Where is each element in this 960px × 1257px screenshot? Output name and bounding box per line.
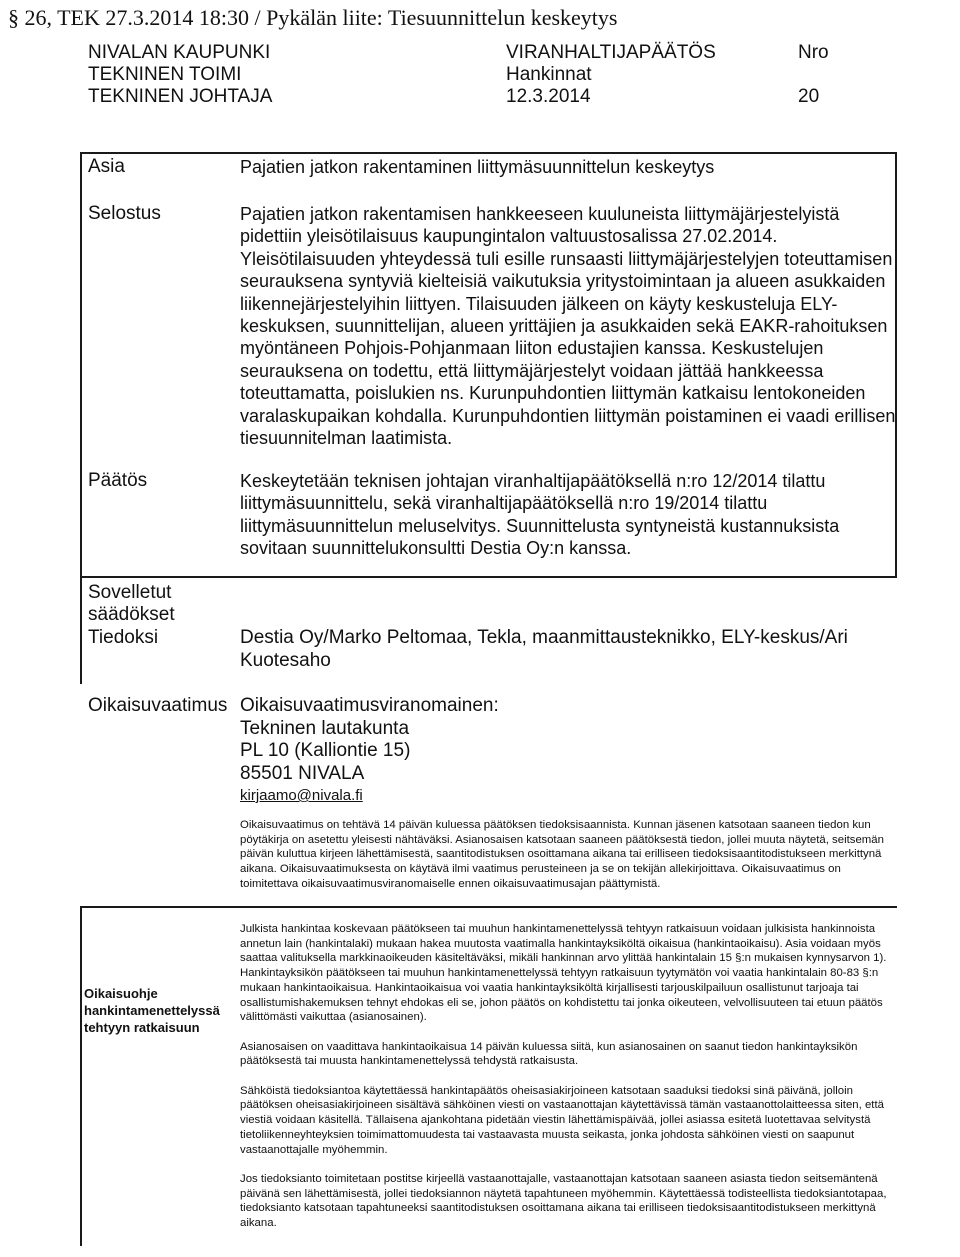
- oikaisuohje-label: Oikaisuohje hankintamenettelyssä tehtyyn ratkaisuun: [84, 986, 220, 1035]
- authority-line: Oikaisuvaatimusviranomainen:: [240, 695, 499, 716]
- authority-line: Tekninen lautakunta: [240, 717, 410, 739]
- org-line: TEKNINEN TOIMI: [88, 64, 242, 85]
- oikaisuohje-paragraph: Asianosaisen on vaadittava hankintaoikaisua 14 päivän kuluessa siitä, kun asianosainen on saanut tiedon hankintayksikön päätöksestä tai muusta hankintamenettelyssä tehdystä ratkaisusta.: [240, 1040, 858, 1068]
- oikaisuohje-paragraph: Julkista hankintaa koskevaan päätökseen tai muuhun hankintamenettelyssä tehtyyn ratkaisuun voidaan julkisista hankinnoista annetun lain (hankintalaki) mukaan hakea muutosta vaatimalla hankintayksiköltä oikaisua (hankintaoikaisu). Asia voidaan myös saattaa valituksella markkinaoikeuden käsiteltäväksi, mikäli hankinnan arvo ylittää hankintalain 15 §:n mukaisen kynnysarvon 1). Hankintayksikön päätökseen tai muuhun hankintamenettelyssä tehtyyn ratkaisuun tyytymätön voi vaatia hankintalain 80-83 §:n mukaan hankintaoikaisua. Hankintaoikaisua voi vaatia hankintayksiköltä kirjallisesti tarjouskilpailuun osallistunut tarjoaja tai osallistumishakemuksen tehnyt ehdokas eli se, johon päätös on kohdistettu tai jonka oikeuteen, velvollisuuteen tai etuun päätös välittömästi vaikuttaa (asianosainen).: [240, 923, 887, 1024]
- nro-value: 20: [798, 86, 820, 107]
- asia-label: Asia: [88, 156, 125, 177]
- asia-text: Pajatien jatkon rakentaminen liittymäsuunnittelun keskeytys: [240, 157, 715, 177]
- authority-line: PL 10 (Kalliontie 15): [240, 740, 411, 761]
- tiedoksi-text: Destia Oy/Marko Peltomaa, Tekla, maanmittausteknikko, ELY-keskus/Ari Kuotesaho: [240, 627, 848, 671]
- oikaisuohje-text: [240, 922, 900, 1231]
- oikaisuvaatimus-address: [240, 695, 900, 808]
- selostus-text: Pajatien jatkon rakentamisen hankkeeseen kuuluneista liittymäjärjestelyistä pidettiin yleisötilaisuus kaupungintalon valtuustosalissa 27.02.2014. Yleisötilaisuuden yhteydessä tuli esille runsaasti liittymäjärjestelyjen toteuttamisen seurauksena syntyviä kielteisiä vaikutuksia yritystoimintaan ja alueen asukkaiden liikennejärjestelyihin liittyen. Tilaisuuden jälkeen on käyty keskusteluja ELY-keskuksen, suunnittelijan, alueen yrittäjien ja asukkaiden sekä EAKR-rahoituksen myöntäneen Pohjois-Pohjanmaan liiton edustajien kanssa. Keskustelujen seurauksena on todettu, että liittymäjärjestelyt voidaan jättää hankkeessa toteuttamatta, poislukien ns. Kurunpuhdontien liittymän katkaisu lentokoneiden varalaskupaikan kohdalla. Kurunpuhdontien liittymän poistaminen ei vaadi erillisen tiesuunnitelman laatimista.: [240, 204, 896, 449]
- oikaisuohje-paragraph: Jos tiedoksianto toimitetaan postitse kirjeellä vastaanottajalle, vastaanottajan katsotaan saaneen asiasta tiedon seitsemäntenä päivänä sen lähettämisestä, jollei tiedoksiannon näytetä tapahtuneen myöhemmin. Käytettäessä todisteellista tiedoksiantotapaa, tiedoksianto katsotaan tapahtuneeksi saantitodistuksen osoittamana aikana tai erilliseen tiedoksisaantitodistukseen merkittynä aikana.: [240, 1172, 887, 1230]
- oikaisuvaatimus-instructions: Oikaisuvaatimus on tehtävä 14 päivän kuluessa päätöksen tiedoksisaannista. Kunnan jäsenen katsotaan saaneen tiedon kun pöytäkirja on asetettu yleisesti nähtäväksi. Asianosaisen katsotaan saaneen päätöksestä tiedon, jollei muuta näytetä, seitsemän päivän kuluttua kirjeen lähettämisestä, saantitodistuksen osoittamana aikana tai erilliseen tiedoksisaantitodistukseen merkittynä aikana. Oikaisuvaatimuksesta on käytävä ilmi vaatimus perusteineen ja se on tekijän allekirjoittava. Oikaisuvaatimus on toimitettava oikaisuvaatimusviranomaiselle ennen oikaisuvaatimusajan päättymistä.: [240, 819, 884, 890]
- instructions-divider: [80, 906, 897, 908]
- doc-type: VIRANHALTIJAPÄÄTÖS: [506, 42, 716, 63]
- selostus-label: Selostus: [88, 203, 161, 224]
- paatos-label: Päätös: [88, 470, 148, 491]
- organization-block: [88, 42, 272, 108]
- oikaisuvaatimus-label: Oikaisuvaatimus: [88, 695, 228, 716]
- email-link[interactable]: kirjaamo@nivala.fi: [240, 787, 363, 804]
- top-frame-rule: [80, 152, 897, 154]
- org-line: NIVALAN KAUPUNKI: [88, 42, 271, 63]
- doc-date: 12.3.2014: [506, 86, 591, 107]
- tiedoksi-label: Tiedoksi: [88, 627, 159, 648]
- left-frame-rule: [80, 152, 82, 684]
- document-type-block: [506, 42, 716, 108]
- nro-label: Nro: [798, 42, 829, 63]
- oikaisuohje-paragraph: Sähköistä tiedoksiantoa käytettäessä hankintapäätös oheisasiakirjoineen katsotaan saaduksi tiedoksi sinä päivänä, jolloin päätöksen oheisasiakirjoineen sisältävä sähköinen viesti on vastaanottajan käytettävissä tämän vastaanottolaitteessa siten, että viestiä voidaan käsitellä. Tällaisena ajankohtana pidetään viestin lähettämispäivää, jollei asiassa esitetä luotettavaa selvitystä tietoliikenneyhteyksien toimimattomuudesta tai vastaavasta muusta seikasta, jonka johdosta sähköinen viesti on saapunut vastaanottajalle myöhemmin.: [240, 1084, 884, 1156]
- authority-line: 85501 NIVALA: [240, 762, 365, 784]
- number-block: [798, 42, 829, 108]
- doc-category: Hankinnat: [506, 64, 592, 85]
- bottom-left-rule: [80, 906, 82, 1246]
- org-line: TEKNINEN JOHTAJA: [88, 86, 273, 107]
- sovelletut-label: Sovelletut säädökset: [88, 582, 175, 625]
- top-line: § 26, TEK 27.3.2014 18:30 / Pykälän liite: Tiesuunnittelun keskeytys: [8, 5, 618, 30]
- paatos-text: Keskeytetään teknisen johtajan viranhaltijapäätöksellä n:ro 12/2014 tilattu liittymäsuunnittelu, sekä viranhaltijapäätöksellä n:ro 19/2014 tilattu liittymäsuunnittelun meluselvitys. Suunnittelusta syntyneistä kustannuksista sovitaan suunnittelukonsultti Destia Oy:n kanssa.: [240, 471, 840, 559]
- paatos-bottom-rule: [80, 576, 897, 578]
